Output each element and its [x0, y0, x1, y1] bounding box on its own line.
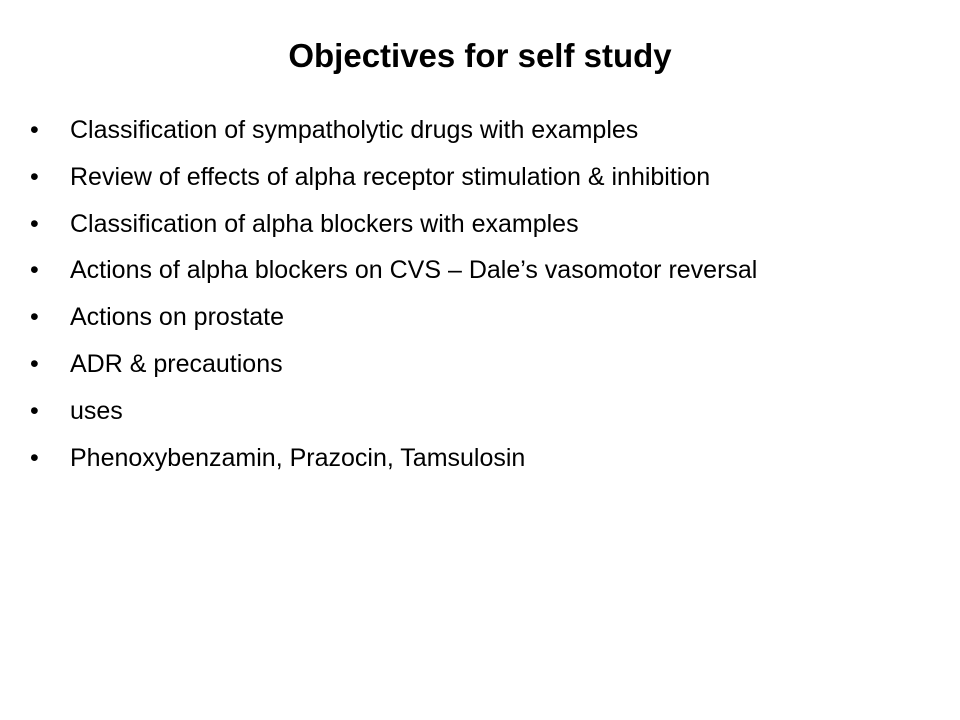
bullet-item: [30, 252, 910, 289]
bullet-text: Review of effects of alpha receptor stimulation & inhibition: [70, 162, 711, 191]
bullet-marker: •: [30, 162, 39, 191]
bullet-text: Actions on prostate: [70, 303, 285, 332]
bullet-marker: •: [30, 396, 39, 425]
bullet-text: ADR & precautions: [70, 349, 283, 378]
bullet-item: [30, 393, 910, 430]
bullet-item: [30, 346, 910, 383]
bullet-text: Phenoxybenzamin, Prazocin, Tamsulosin: [70, 443, 526, 472]
bullet-text: uses: [70, 396, 123, 425]
bullet-marker: •: [30, 443, 39, 472]
bullet-item: [30, 206, 910, 243]
bullet-marker: •: [30, 303, 39, 332]
bullet-item: [30, 440, 910, 477]
bullet-text: Classification of sympatholytic drugs with examples: [70, 116, 639, 144]
slide-title: Objectives for self study: [288, 37, 672, 74]
bullet-marker: •: [30, 349, 39, 378]
bullet-item: [30, 299, 910, 336]
bullet-text: Actions of alpha blockers on CVS – Dale’s vasomotor reversal: [70, 256, 758, 285]
bullet-marker: •: [30, 209, 39, 238]
bullet-item: [30, 112, 910, 149]
bullet-list: [30, 112, 910, 486]
bullet-marker: •: [30, 116, 39, 144]
bullet-item: [30, 159, 910, 196]
bullet-text: Classification of alpha blockers with examples: [70, 209, 579, 238]
bullet-marker: •: [30, 256, 39, 285]
